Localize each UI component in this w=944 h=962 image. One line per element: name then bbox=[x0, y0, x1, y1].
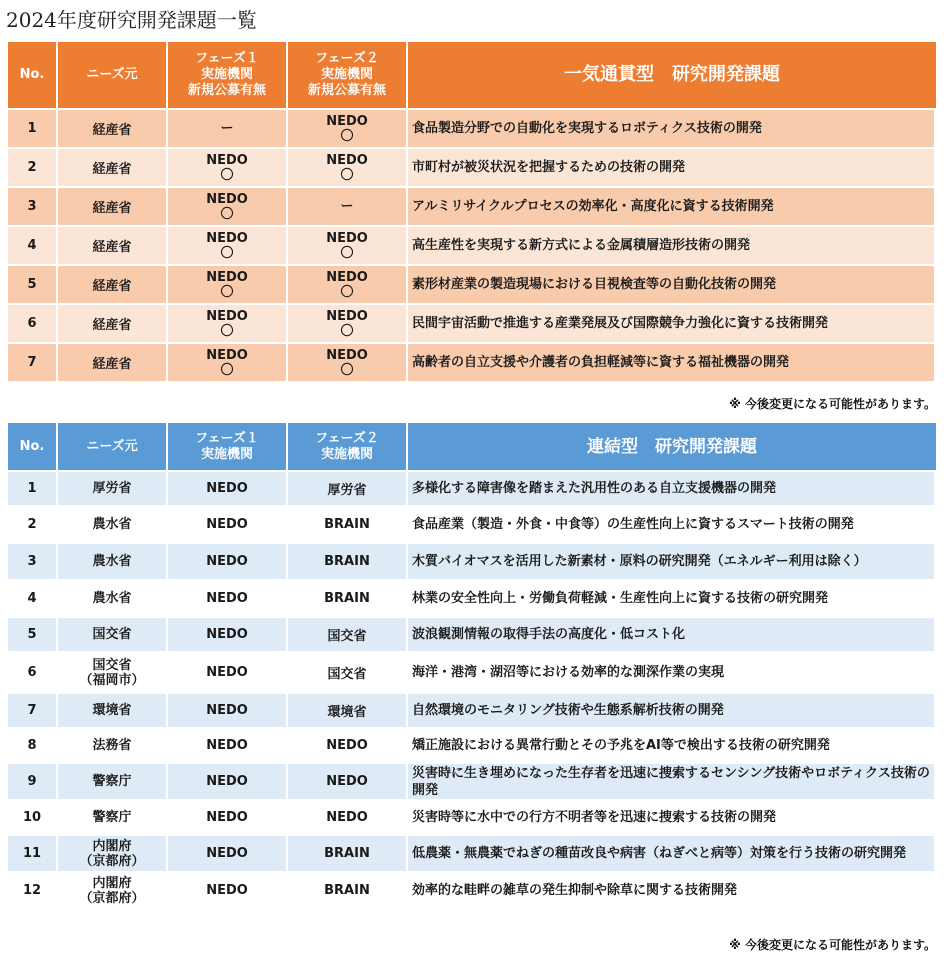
table-row bbox=[8, 505, 936, 542]
row-phase1: NEDO bbox=[168, 871, 288, 908]
table-row bbox=[8, 542, 936, 579]
row-no: 9 bbox=[8, 762, 58, 799]
need-stack bbox=[92, 774, 131, 789]
phase-org: NEDO bbox=[206, 230, 248, 246]
need-line: 国交省 bbox=[92, 657, 132, 673]
need-line: 内閣府 bbox=[92, 875, 132, 891]
row-need bbox=[58, 727, 168, 762]
note-text: ※ 今後変更になる可能性があります。 bbox=[729, 938, 936, 952]
row-phase1: NEDO bbox=[168, 692, 288, 727]
header-phase2-line: 実施機関 bbox=[320, 67, 373, 82]
row-phase2 bbox=[288, 264, 408, 303]
phase-mark: 〇 bbox=[340, 128, 354, 144]
table-row bbox=[8, 651, 936, 692]
phase-org: NEDO bbox=[326, 347, 368, 363]
need-stack bbox=[92, 703, 131, 718]
phase-stack bbox=[340, 199, 353, 214]
need-line: （京都府） bbox=[79, 890, 145, 906]
row-title: 多様化する障害像を踏まえた汎用性のある自立支援機器の開発 bbox=[408, 470, 936, 505]
row-title: 災害時等に水中での行方不明者等を迅速に捜索する技術の開発 bbox=[408, 799, 936, 834]
table-integrated-projects bbox=[8, 42, 936, 381]
row-need bbox=[58, 651, 168, 692]
row-title: 低農薬・無農薬でねぎの種苗改良や病害（ねぎべと病等）対策を行う技術の研究開発 bbox=[408, 834, 936, 871]
need-line: 環境省 bbox=[92, 703, 132, 718]
need-line: 農水省 bbox=[92, 517, 132, 532]
phase-org: NEDO bbox=[206, 152, 248, 168]
phase-stack bbox=[326, 231, 368, 261]
header-phase1 bbox=[168, 42, 288, 108]
row-title: 効率的な畦畔の雑草の発生抑制や除草に関する技術開発 bbox=[408, 871, 936, 908]
row-no: 6 bbox=[8, 303, 58, 342]
row-phase2: BRAIN bbox=[288, 834, 408, 871]
table-row bbox=[8, 692, 936, 727]
table-row bbox=[8, 834, 936, 871]
need-line: 警察庁 bbox=[92, 774, 132, 789]
table-row bbox=[8, 264, 936, 303]
header-phase1-line: 新規公募有無 bbox=[187, 83, 266, 98]
header-need: ニーズ元 bbox=[58, 423, 168, 470]
row-no: 2 bbox=[8, 147, 58, 186]
need-line: 農水省 bbox=[92, 591, 132, 606]
row-phase2 bbox=[288, 303, 408, 342]
phase-mark: 〇 bbox=[340, 167, 354, 183]
need-line: 警察庁 bbox=[92, 810, 132, 825]
row-need: 経産省 bbox=[58, 108, 168, 147]
phase-stack bbox=[326, 309, 368, 339]
row-need bbox=[58, 470, 168, 505]
header-need: ニーズ元 bbox=[58, 42, 168, 108]
need-line: （福岡市） bbox=[79, 672, 145, 688]
row-need: 経産省 bbox=[58, 303, 168, 342]
phase-stack bbox=[206, 348, 248, 378]
phase-stack bbox=[206, 309, 248, 339]
row-need: 経産省 bbox=[58, 264, 168, 303]
table-row bbox=[8, 186, 936, 225]
need-stack bbox=[79, 876, 144, 906]
phase-stack bbox=[326, 114, 368, 144]
row-no: 7 bbox=[8, 342, 58, 381]
row-title: 海洋・港湾・湖沼等における効率的な測深作業の実現 bbox=[408, 651, 936, 692]
need-line: 法務省 bbox=[92, 738, 132, 753]
table-row bbox=[8, 342, 936, 381]
table-row bbox=[8, 147, 936, 186]
phase-stack bbox=[206, 153, 248, 183]
row-phase1 bbox=[168, 186, 288, 225]
phase-mark: 〇 bbox=[220, 167, 234, 183]
need-stack bbox=[92, 517, 131, 532]
phase-stack bbox=[206, 270, 248, 300]
row-need bbox=[58, 871, 168, 908]
phase-org: NEDO bbox=[326, 230, 368, 246]
row-title: 素形材産業の製造現場における目視検査等の自動化技術の開発 bbox=[408, 264, 936, 303]
row-need bbox=[58, 616, 168, 651]
need-line: 農水省 bbox=[92, 554, 132, 569]
page-title: 2024年度研究開発課題一覧 bbox=[6, 8, 257, 32]
row-need: 経産省 bbox=[58, 186, 168, 225]
row-title: アルミリサイクルプロセスの効率化・高度化に資する技術開発 bbox=[408, 186, 936, 225]
row-title: 食品産業（製造・外食・中食等）の生産性向上に資するスマート技術の開発 bbox=[408, 505, 936, 542]
row-phase2 bbox=[288, 147, 408, 186]
row-title: 矯正施設における異常行動とその予兆をAI等で検出する技術の研究開発 bbox=[408, 727, 936, 762]
phase-stack bbox=[206, 192, 248, 222]
need-stack bbox=[92, 481, 131, 496]
row-title: 木質バイオマスを活用した新素材・原料の研究開発（エネルギー利用は除く） bbox=[408, 542, 936, 579]
row-phase1 bbox=[168, 108, 288, 147]
row-no: 4 bbox=[8, 579, 58, 616]
phase-mark: 〇 bbox=[340, 362, 354, 378]
note-text: ※ 今後変更になる可能性があります。 bbox=[729, 397, 936, 411]
phase-mark: 〇 bbox=[340, 284, 354, 300]
row-phase1 bbox=[168, 342, 288, 381]
header-phase2-line: 実施機関 bbox=[320, 446, 373, 462]
row-phase2: NEDO bbox=[288, 727, 408, 762]
need-stack bbox=[92, 591, 131, 606]
header-phase2-line: 新規公募有無 bbox=[307, 83, 386, 98]
phase-org: NEDO bbox=[326, 308, 368, 324]
table-row bbox=[8, 616, 936, 651]
row-phase1: NEDO bbox=[168, 579, 288, 616]
row-phase2: 厚労省 bbox=[288, 470, 408, 505]
phase-org: NEDO bbox=[326, 113, 368, 129]
phase-stack bbox=[326, 348, 368, 378]
row-need bbox=[58, 799, 168, 834]
phase-mark: 〇 bbox=[340, 323, 354, 339]
table-row bbox=[8, 799, 936, 834]
row-phase1 bbox=[168, 147, 288, 186]
phase-mark: 〇 bbox=[220, 323, 234, 339]
phase-org: NEDO bbox=[206, 308, 248, 324]
row-phase1 bbox=[168, 264, 288, 303]
phase-stack bbox=[206, 231, 248, 261]
header-phase2-line: フェーズ２ bbox=[315, 51, 379, 66]
row-phase1: NEDO bbox=[168, 505, 288, 542]
row-need: 経産省 bbox=[58, 147, 168, 186]
row-phase1: NEDO bbox=[168, 799, 288, 834]
need-stack bbox=[92, 554, 131, 569]
row-need bbox=[58, 692, 168, 727]
row-title: 民間宇宙活動で推進する産業発展及び国際競争力強化に資する技術開発 bbox=[408, 303, 936, 342]
phase-stack bbox=[326, 270, 368, 300]
row-no: 12 bbox=[8, 871, 58, 908]
row-no: 1 bbox=[8, 108, 58, 147]
row-need: 経産省 bbox=[58, 342, 168, 381]
header-phase1 bbox=[168, 423, 288, 470]
row-phase1: NEDO bbox=[168, 542, 288, 579]
phase-mark: ー bbox=[220, 121, 234, 136]
need-stack bbox=[92, 738, 131, 753]
row-no: 6 bbox=[8, 651, 58, 692]
row-need bbox=[58, 762, 168, 799]
row-title: 高生産性を実現する新方式による金属積層造形技術の開発 bbox=[408, 225, 936, 264]
row-phase2: NEDO bbox=[288, 799, 408, 834]
need-stack bbox=[92, 810, 131, 825]
table-row bbox=[8, 871, 936, 908]
row-title: 市町村が被災状況を把握するための技術の開発 bbox=[408, 147, 936, 186]
row-phase2 bbox=[288, 225, 408, 264]
header-no: No. bbox=[8, 423, 58, 470]
need-stack bbox=[92, 627, 131, 642]
header-title: 一気通貫型 研究開発課題 bbox=[408, 42, 936, 108]
header-title: 連結型 研究開発課題 bbox=[408, 423, 936, 470]
row-phase1: NEDO bbox=[168, 727, 288, 762]
row-phase2 bbox=[288, 108, 408, 147]
row-phase2: 環境省 bbox=[288, 692, 408, 727]
row-no: 2 bbox=[8, 505, 58, 542]
row-phase1: NEDO bbox=[168, 834, 288, 871]
need-line: 内閣府 bbox=[92, 838, 132, 854]
row-phase1: NEDO bbox=[168, 616, 288, 651]
header-phase1-line: フェーズ１ bbox=[195, 51, 259, 66]
row-no: 11 bbox=[8, 834, 58, 871]
row-title: 食品製造分野での自動化を実現するロボティクス技術の開発 bbox=[408, 108, 936, 147]
row-no: 7 bbox=[8, 692, 58, 727]
phase-mark: ー bbox=[340, 199, 354, 214]
row-need bbox=[58, 834, 168, 871]
row-phase2: BRAIN bbox=[288, 505, 408, 542]
row-phase2: NEDO bbox=[288, 762, 408, 799]
table-row bbox=[8, 762, 936, 799]
table-linked-projects bbox=[8, 423, 936, 908]
row-phase2 bbox=[288, 342, 408, 381]
phase-org: NEDO bbox=[326, 152, 368, 168]
row-phase1: NEDO bbox=[168, 762, 288, 799]
row-phase1 bbox=[168, 225, 288, 264]
need-line: 厚労省 bbox=[92, 481, 132, 496]
phase-stack bbox=[220, 121, 233, 136]
phase-mark: 〇 bbox=[220, 284, 234, 300]
table-row bbox=[8, 108, 936, 147]
header-phase2 bbox=[288, 423, 408, 470]
row-phase1: NEDO bbox=[168, 470, 288, 505]
need-stack bbox=[79, 658, 144, 688]
phase-org: NEDO bbox=[326, 269, 368, 285]
row-need bbox=[58, 579, 168, 616]
row-phase1 bbox=[168, 303, 288, 342]
header-phase2-line: フェーズ２ bbox=[315, 430, 379, 446]
row-phase1: NEDO bbox=[168, 651, 288, 692]
row-title: 林業の安全性向上・労働負荷軽減・生産性向上に資する技術の研究開発 bbox=[408, 579, 936, 616]
header-phase2 bbox=[288, 42, 408, 108]
table-row bbox=[8, 727, 936, 762]
header-phase1-line: 実施機関 bbox=[200, 67, 253, 82]
row-title: 波浪観測情報の取得手法の高度化・低コスト化 bbox=[408, 616, 936, 651]
row-phase2: 国交省 bbox=[288, 616, 408, 651]
phase-mark: 〇 bbox=[220, 245, 234, 261]
phase-org: NEDO bbox=[206, 347, 248, 363]
row-no: 8 bbox=[8, 727, 58, 762]
need-line: （京都府） bbox=[79, 853, 145, 869]
header-no: No. bbox=[8, 42, 58, 108]
row-title: 高齢者の自立支援や介護者の負担軽減等に資する福祉機器の開発 bbox=[408, 342, 936, 381]
row-phase2: BRAIN bbox=[288, 542, 408, 579]
row-phase2: BRAIN bbox=[288, 871, 408, 908]
need-stack bbox=[79, 839, 144, 869]
header-phase1-line: 実施機関 bbox=[200, 446, 253, 462]
phase-org: NEDO bbox=[206, 269, 248, 285]
row-no: 5 bbox=[8, 616, 58, 651]
row-no: 1 bbox=[8, 470, 58, 505]
row-no: 3 bbox=[8, 186, 58, 225]
row-no: 3 bbox=[8, 542, 58, 579]
table-row bbox=[8, 303, 936, 342]
row-title: 自然環境のモニタリング技術や生態系解析技術の開発 bbox=[408, 692, 936, 727]
row-phase2: 国交省 bbox=[288, 651, 408, 692]
row-title: 災害時に生き埋めになった生存者を迅速に捜索するセンシング技術やロボティクス技術の開発 bbox=[408, 762, 936, 799]
table-row bbox=[8, 579, 936, 616]
row-need bbox=[58, 542, 168, 579]
table-row bbox=[8, 225, 936, 264]
header-phase1-line: フェーズ１ bbox=[195, 430, 259, 446]
row-need: 経産省 bbox=[58, 225, 168, 264]
row-no: 4 bbox=[8, 225, 58, 264]
row-phase2: BRAIN bbox=[288, 579, 408, 616]
phase-mark: 〇 bbox=[340, 245, 354, 261]
row-need bbox=[58, 505, 168, 542]
phase-org: NEDO bbox=[206, 191, 248, 207]
need-line: 国交省 bbox=[92, 627, 132, 642]
row-no: 5 bbox=[8, 264, 58, 303]
phase-mark: 〇 bbox=[220, 206, 234, 222]
table-row bbox=[8, 470, 936, 505]
phase-stack bbox=[326, 153, 368, 183]
row-phase2 bbox=[288, 186, 408, 225]
phase-mark: 〇 bbox=[220, 362, 234, 378]
row-no: 10 bbox=[8, 799, 58, 834]
